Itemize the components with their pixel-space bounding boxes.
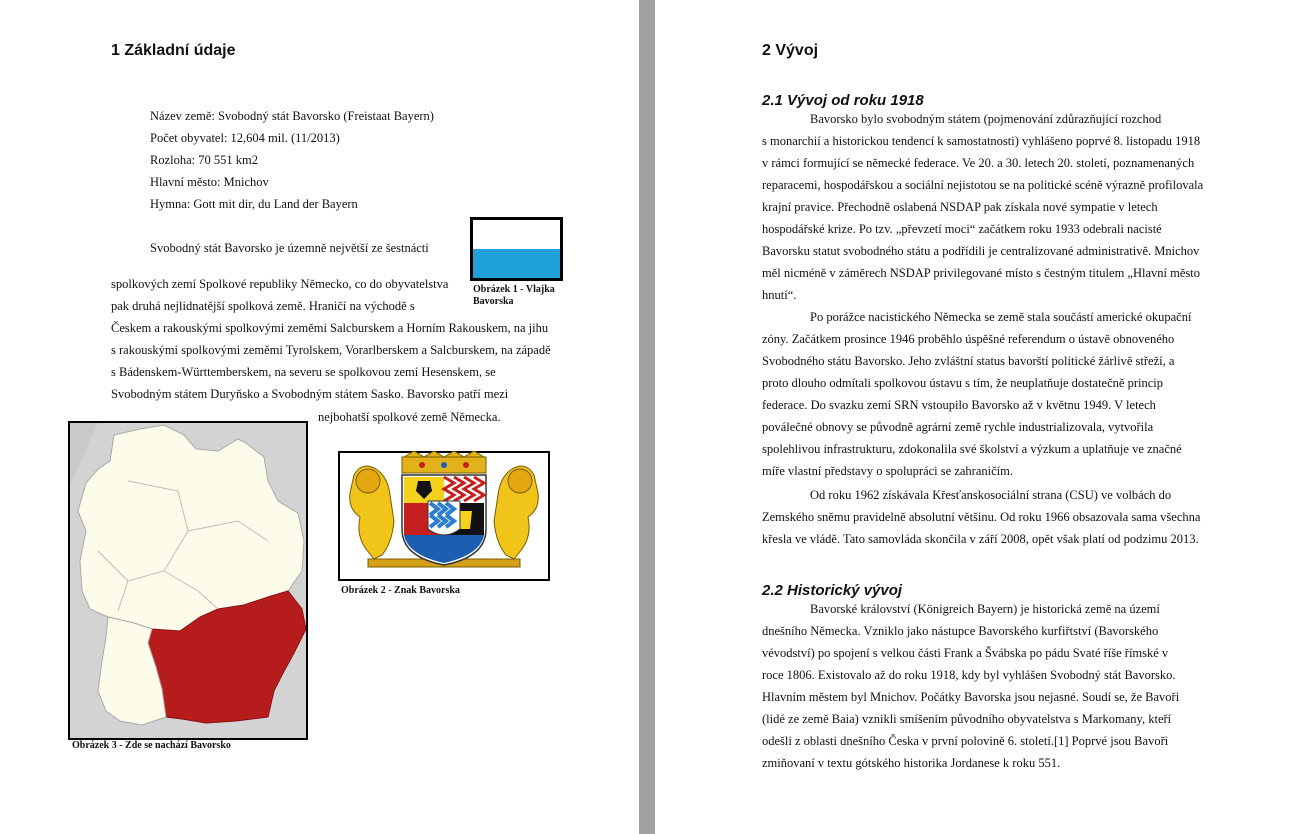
paragraph-line: Svobodným státem Duryňsko a Svobodným státem Sasko. Bavorsko patří mezi bbox=[111, 387, 509, 401]
paragraph-line: spolehlivou infrastrukturu, zdokonalila své školství a výzkum a uplatňuje ve značné bbox=[762, 442, 1182, 456]
paragraph-line: vévodství) po spojení s velkou části Frank a Švábska po pádu Svaté říše římské v bbox=[762, 646, 1169, 660]
germany-map-image bbox=[68, 421, 308, 740]
paragraph-line: odešli z oblasti dnešního Česka v první polovině 6. století.[1] Poprvé jsou Bavoři bbox=[762, 734, 1169, 748]
paragraph-line: nejbohatší spolkové země Německa. bbox=[318, 410, 501, 424]
document-page-1 bbox=[0, 0, 639, 834]
paragraph-line: zmiňovaní v textu gótského historika Jordanese k roku 551. bbox=[762, 756, 1061, 770]
info-capital: Hlavní město: Mnichov bbox=[150, 175, 269, 189]
caption-flag: Obrázek 1 - Vlajka Bavorska bbox=[473, 284, 555, 307]
info-anthem: Hymna: Gott mit dir, du Land der Bayern bbox=[150, 197, 358, 211]
paragraph-line: Bavorsku statut svobodného státu a podřídili je centralizované administrativě. Mnichov bbox=[762, 244, 1200, 258]
paragraph-line: Po porážce nacistického Německa se země stala součástí americké okupační bbox=[810, 310, 1192, 324]
bavarian-flag-image bbox=[470, 217, 563, 281]
caption-coat-of-arms: Obrázek 2 - Znak Bavorska bbox=[341, 585, 460, 596]
paragraph-line: Českem a rakouskými spolkovými zeměmi Salcburskem a Horním Rakouskem, na jihu bbox=[111, 321, 549, 335]
paragraph-line: hnutí“. bbox=[762, 288, 797, 302]
paragraph-line: s Bádenskem-Württemberskem, na severu se spolkovou zemí Hesenskem, se bbox=[111, 365, 496, 379]
paragraph-line: (lidé ze země Baia) vznikli smíšením původního obyvatelstva s Markomany, kteří bbox=[762, 712, 1172, 726]
paragraph-line: Bavorsko bylo svobodným státem (pojmenování zdůrazňující rozchod bbox=[810, 112, 1162, 126]
paragraph-line: proto dlouho odmítali spolkovou ústavu s tím, že neuplatňuje dostatečně princip bbox=[762, 376, 1163, 390]
paragraph-line: roce 1806. Existovalo až do roku 1918, kdy byl vyhlášen Svobodný stát Bavorsko. bbox=[762, 668, 1176, 682]
paragraph-line: spolkových zemí Spolkové republiky Německo, co do obyvatelstva bbox=[111, 277, 449, 291]
paragraph-line: reparacemi, hospodářskou a sociální nejistotou se na politické scéně výrazně profilovala bbox=[762, 178, 1204, 192]
paragraph-line: Svobodného státu Bavorsko. Jeho zvláštní status bavorští politické žárlivě střeží, a bbox=[762, 354, 1175, 368]
info-country-name: Název země: Svobodný stát Bavorsko (Freistaat Bayern) bbox=[150, 109, 434, 123]
paragraph-line: v rámci formující se německé federace. Ve 20. a 30. letech 20. století, poznamenaných bbox=[762, 156, 1195, 170]
paragraph-line: hospodářské krize. Po tzv. „převzetí moci“ začátkem roku 1933 odebrali nacisté bbox=[762, 222, 1162, 236]
paragraph-line: Zemského sněmu pravidelně absolutní většinu. Od roku 1966 obsazovala sama všechna bbox=[762, 510, 1201, 524]
paragraph-line: pak druhá nejlidnatější spolková země. Hraničí na východě s bbox=[111, 299, 415, 313]
paragraph-line: krajní pravice. Přechodně oslabená NSDAP pak získala nové sympatie v letech bbox=[762, 200, 1158, 214]
section-heading-2-1: 2.1 Vývoj od roku 1918 bbox=[762, 92, 924, 109]
paragraph-line: měl nicméně v záměrech NSDAP privilegované místo s čestným titulem „Hlavní město bbox=[762, 266, 1200, 280]
paragraph-line: Od roku 1962 získávala Křesťanskosociální strana (CSU) ve volbách do bbox=[810, 488, 1172, 502]
info-population: Počet obyvatel: 12,604 mil. (11/2013) bbox=[150, 131, 340, 145]
paragraph-line: Svobodný stát Bavorsko je územně největší ze šestnácti bbox=[150, 241, 429, 255]
document-page-2 bbox=[655, 0, 1292, 834]
paragraph-line: poválečné obnovy se původně agrární země rychle industrializovala, vytvořila bbox=[762, 420, 1154, 434]
info-area: Rozloha: 70 551 km2 bbox=[150, 153, 258, 167]
chapter-heading-2: 2 Vývoj bbox=[762, 42, 819, 59]
paragraph-line: federace. Do svazku zemí SRN vstoupilo Bavorsko až v květnu 1949. V letech bbox=[762, 398, 1156, 412]
paragraph-line: s monarchií a historickou tendencí k samostatnosti) vyhlášeno poprvé 8. listopadu 1918 bbox=[762, 134, 1201, 148]
paragraph-line: míře vlastní představy o spolupráci se zahraničím. bbox=[762, 464, 1013, 478]
paragraph-line: křesla ve vládě. Tato samovláda skončila v září 2008, opět však platí od podzimu 2013. bbox=[762, 532, 1199, 546]
paragraph-line: Bavorské království (Königreich Bayern) je historická země na území bbox=[810, 602, 1160, 616]
paragraph-line: zóny. Začátkem prosince 1946 proběhlo úspěšné referendum o ústavě obnoveného bbox=[762, 332, 1175, 346]
caption-map: Obrázek 3 - Zde se nachází Bavorsko bbox=[72, 740, 231, 751]
paragraph-line: dnešního Německa. Vzniklo jako nástupce Bavorského kurfiřtství (Bavorského bbox=[762, 624, 1159, 638]
paragraph-line: s rakouskými spolkovými zeměmi Tyrolskem, Vorarlberskem a Salcburskem, na západě bbox=[111, 343, 551, 357]
paragraph-line: Hlavním městem byl Mnichov. Počátky Bavorska jsou nejasné. Soudí se, že Bavoři bbox=[762, 690, 1180, 704]
section-heading-2-2: 2.2 Historický vývoj bbox=[762, 582, 903, 599]
chapter-heading-1: 1 Základní údaje bbox=[111, 42, 236, 59]
coat-of-arms-image bbox=[338, 451, 550, 581]
